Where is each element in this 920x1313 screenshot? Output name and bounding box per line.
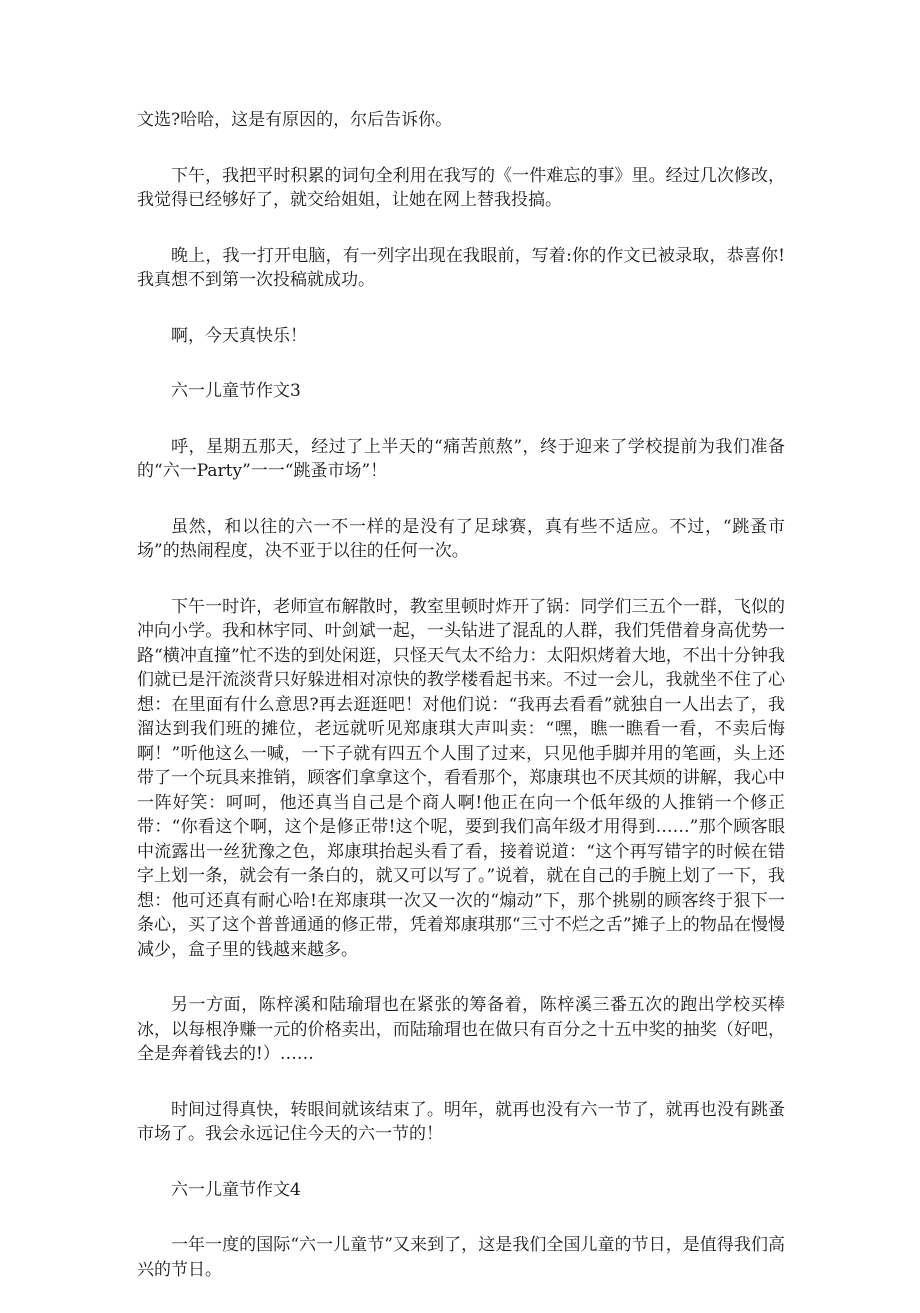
section-heading: 六一儿童节作文4 (171, 1179, 301, 1200)
document-body (137, 108, 785, 1313)
paragraph: 时间过得真快，转眼间就该结束了。明年，就再也没有六一节了，就再也没有跳蚤市场了。我会永远记住今天的六一节的！ (137, 1099, 785, 1144)
paragraph: 文选?哈哈，这是有原因的，尔后告诉你。 (137, 110, 453, 130)
paragraph: 另一方面，陈梓溪和陆瑜瑁也在紧张的筹备着，陈梓溪三番五次的跑出学校买棒冰，以每根净赚一元的价格卖出，而陆瑜瑁也在做只有百分之十五中奖的抽奖（好吧，全是奔着钱去的!）…… (137, 995, 785, 1064)
section-heading: 六一儿童节作文3 (171, 381, 301, 401)
paragraph: 下午一时许，老师宣布解散时，教室里顿时炸开了锅：同学们三五个一群，飞似的冲向小学。我和林宇同、叶剑斌一起，一头钻进了混乱的人群，我们凭借着身高优势一路“横冲直撞”忙不迭的到处闲逛，只怪天气太不给力：太阳炽烤着大地，不出十分钟我们就已是汗流淡背只好躲进相对凉快的教学楼看起书来。不过一会儿，我就坐不住了心想：在里面有什么意思?再去逛逛吧！对他们说：“我再去看看”就独自一人出去了，我溜达到我们班的摊位，老远就听见郑康琪大声叫卖：“嘿，瞧一瞧看一看，不卖后悔啊！”听他这么一喊，一下子就有四五个人围了过来，只见他手脚并用的笔画，头上还带了一个玩具来推销，顾客们拿拿这个，看看那个，郑康琪也不厌其烦的讲解，我心中一阵好笑：呵呵，他还真当自己是个商人啊!他正在向一个低年级的人推销一个修正带：“你看这个啊，这个是修正带!这个呢，要到我们高年级才用得到……”那个顾客眼中流露出一丝犹豫之色，郑康琪抬起头看了看，接着说道：“这个再写错字的时候在错字上划一条，就会有一条白的，就又可以写了。”说着，就在自己的手腕上划了一下，我想：他可还真有耐心哈!在郑康琪一次又一次的“煽动”下，那个挑剔的顾客终于狠下一条心，买了这个普普通通的修正带，凭着郑康琪那“三寸不烂之舌”摊子上的物品在慢慢减少，盒子里的钱越来越多。 (137, 596, 785, 960)
paragraph: 晚上，我一打开电脑，有一列字出现在我眼前，写着:你的作文已被录取，恭喜你!我真想不到第一次投稿就成功。 (137, 245, 785, 290)
paragraph: 一年一度的国际“六一儿童节”又来到了，这是我们全国儿童的节日，是值得我们高兴的节日。 (137, 1235, 785, 1280)
paragraph: 啊，今天真快乐！ (171, 325, 307, 346)
paragraph: 下午，我把平时积累的词句全利用在我写的《一件难忘的事》里。经过几次修改，我觉得已经够好了，就交给姐姐，让她在网上替我投搞。 (137, 165, 785, 210)
paragraph: 呼，星期五那天，经过了上半天的“痛苦煎熬”，终于迎来了学校提前为我们准备的“六一Party”一一“跳蚤市场”！ (137, 436, 785, 481)
paragraph: 虽然，和以往的六一不一样的是没有了足球赛，真有些不适应。不过，“跳蚤市场”的热闹程度，决不亚于以往的任何一次。 (137, 516, 785, 561)
